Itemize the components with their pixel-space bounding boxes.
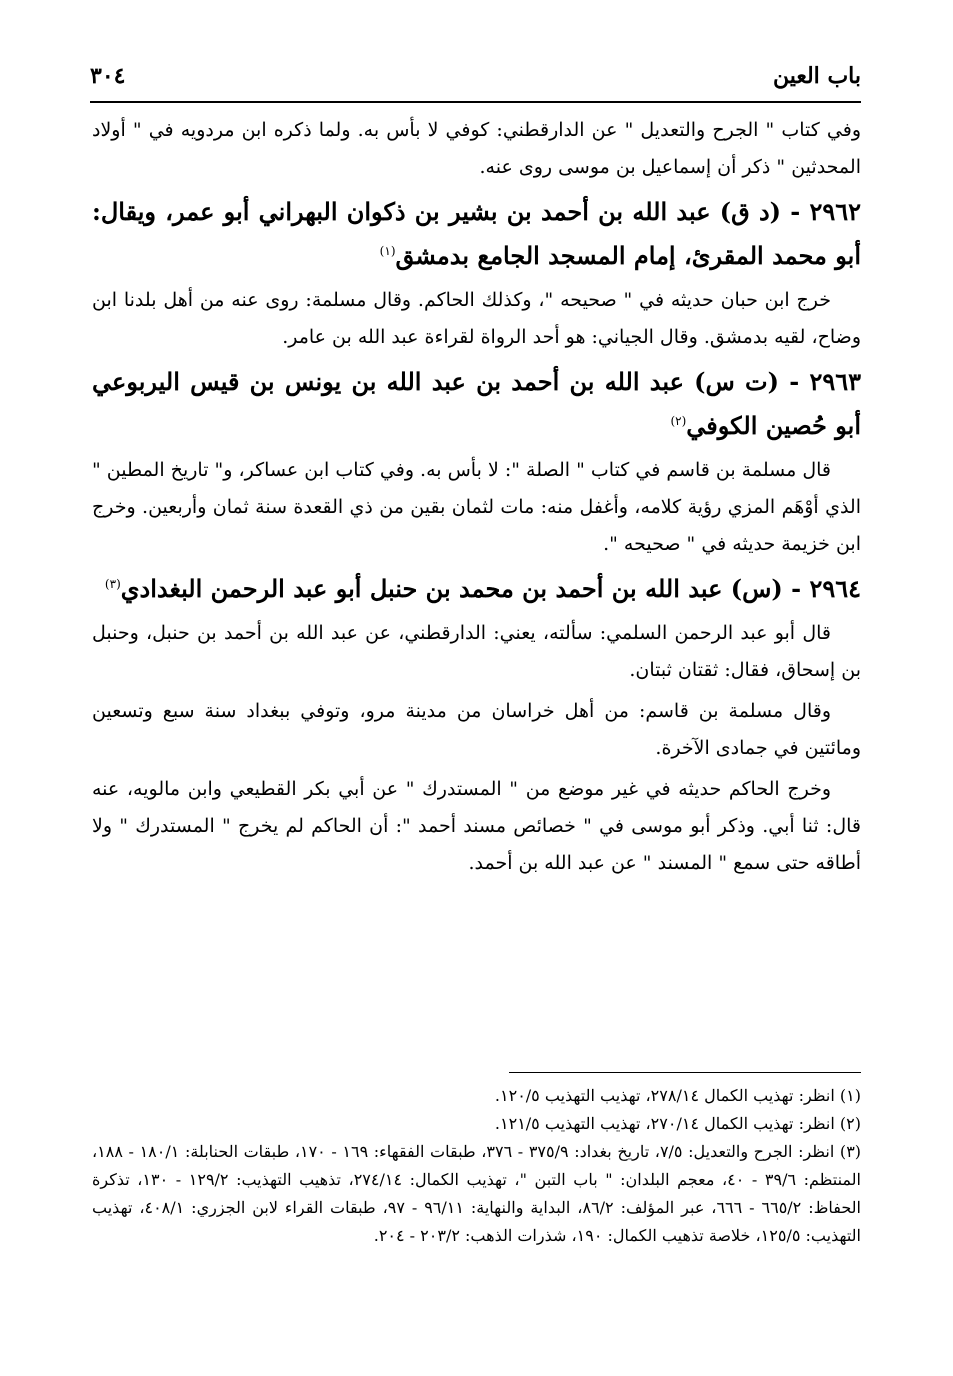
paragraph: قال مسلمة بن قاسم في كتاب " الصلة ": لا بأس به. وفي كتاب ابن عساكر، و" تاريخ المطين " الذي أوْهَم المزي رؤية كلامه، وأغفل منه: مات لثمان بقين من ذي القعدة سنة ثمان وأربعين. وخرج ابن خزيمة حديثه في " صحيحه ". — [92, 459, 861, 555]
chapter-title: باب العين — [772, 63, 861, 89]
footnote: (٢) انظر: تهذيب الكمال ٢٧٠/١٤، تهذيب التهذيب ١٢١/٥. — [494, 1114, 861, 1133]
header-rule — [90, 101, 861, 103]
paragraph: وفي كتاب " الجرح والتعديل " عن الدارقطني: كوفي لا بأس به. ولما ذكره ابن مردويه في " أولاد المحدثين " ذكر أن إسماعيل بن موسى روى عنه. — [92, 119, 861, 178]
footnote-marker: (٢) — [670, 414, 687, 428]
entry-heading — [92, 567, 861, 611]
footnote-rule — [509, 1072, 861, 1073]
footnote-marker: (١) — [379, 244, 396, 258]
entry-heading — [92, 360, 861, 448]
entry-heading-text: ٢٩٦٢ - (د ق) عبد الله بن أحمد بن بشير بن ذكوان البهراني أبو عمر، ويقال: أبو محمد المقرئ، إمام المسجد الجامع بدمشق — [92, 197, 861, 270]
footnotes — [92, 1082, 861, 1250]
footnote: (٣) انظر: الجرح والتعديل: ٧/٥، تاريخ بغداد: ٣٧٥/٩ - ٣٧٦، طبقات الفقهاء: ١٦٩ - ١٧٠، طبقات الحنابلة: ١٨٠/١ - ١٨٨، المنتظم: ٣٩/٦ - ٤٠، معجم البلدان: " باب التبن "، تهذيب الكمال: ٢٧٤/١٤، تذهيب التهذيب: ١٢٩/٢ - ١٣٠، تذكرة الحفاظ: ٦٦٥/٢ - ٦٦٦، عبر المؤلف: ٨٦/٢، البداية والنهاية: ٩٦/١١ - ٩٧، طبقات القراء لابن الجزري: ٤٠٨/١، تهذيب التهذيب: ١٢٥/٥، خلاصة تذهيب الكمال: ١٩٠، شذرات الذهب: ٢٠٣/٢ - ٢٠٤. — [92, 1142, 862, 1245]
entry-heading-text: ٢٩٦٤ - (س) عبد الله بن أحمد بن محمد بن حنبل أبو عبد الرحمن البغدادي — [120, 574, 861, 603]
paragraph: وقال مسلمة بن قاسم: من أهل خراسان من مدينة مرو، وتوفي ببغداد سنة سبع وتسعين ومائتين في جمادى الآخرة. — [92, 700, 861, 759]
footnote-marker: (٣) — [104, 577, 121, 591]
page-number: ٣٠٤ — [90, 63, 126, 89]
entry-heading — [92, 190, 861, 278]
paragraph: خرج ابن حبان حديثه في " صحيحه "، وكذلك الحاكم. وقال مسلمة: روى عنه من أهل بلدنا ابن وضاح، لقيه بدمشق. وقال الجياني: هو أحد الرواة لقراءة عبد الله بن عامر. — [92, 289, 861, 348]
page-header — [90, 56, 861, 96]
entry-heading-text: ٢٩٦٣ - (ت س) عبد الله بن أحمد بن عبد الله بن يونس بن قيس اليربوعي أبو حُصين الكوفي — [92, 367, 862, 440]
paragraph: وخرج الحاكم حديثه في غير موضع من " المستدرك " عن أبي بكر القطيعي وابن مالويه، عنه قال: ثنا أبي. وذكر أبو موسى في " خصائص مسند أحمد ": أن الحاكم لم يخرج " المستدرك " ولا أطاقه حتى سمع " المسند " عن عبد الله بن أحمد. — [92, 778, 861, 874]
footnote: (١) انظر: تهذيب الكمال ٢٧٨/١٤، تهذيب التهذيب ١٢٠/٥. — [494, 1086, 861, 1105]
main-text — [92, 112, 861, 886]
paragraph: قال أبو عبد الرحمن السلمي: سألته، يعني: الدارقطني، عن عبد الله بن أحمد بن حنبل، وحنبل بن إسحاق، فقال: ثقتان ثبتان. — [92, 622, 861, 681]
